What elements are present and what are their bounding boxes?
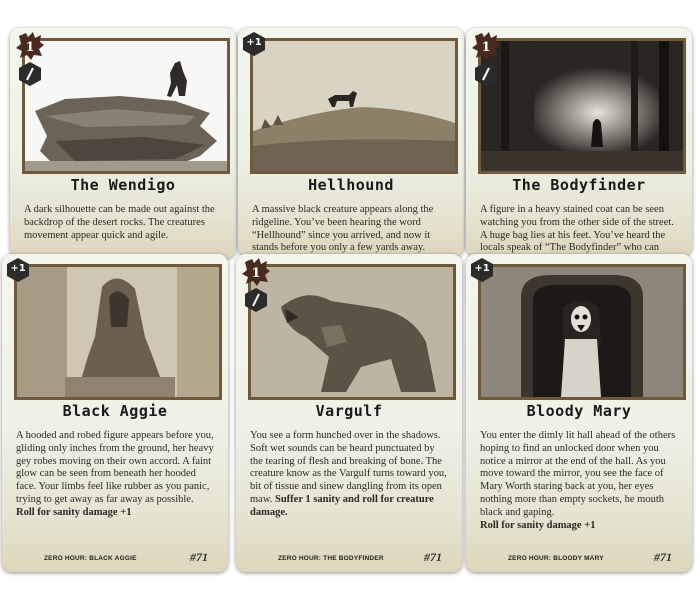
card-art-bodyfinder [478, 38, 686, 174]
card-footer-label: ZERO HOUR: BLACK AGGIE [44, 555, 137, 562]
card-footer-label: ZERO HOUR: BLOODY MARY [508, 555, 604, 562]
card-body-text: A figure in a heavy stained coat can be seen watching you from the other side of the street. A huge bag lies at his feet. You’ve heard the locals speak of “The Bodyfinder” who can [480, 204, 674, 254]
card-art-black-aggie [14, 264, 222, 400]
card-body-text [250, 430, 450, 520]
card-title: The Bodyfinder [512, 176, 646, 194]
card-badge-value: 1 [251, 266, 261, 281]
card-badge-value: 1 [481, 40, 491, 55]
card-rule-text: Roll for sanity damage +1 [16, 506, 132, 518]
card-art-hellhound [250, 38, 458, 174]
card-art-wendigo [22, 38, 230, 174]
card-title: The Wendigo [70, 176, 176, 194]
card-hellhound[interactable] [238, 28, 464, 256]
card-bloody-mary[interactable] [466, 254, 692, 572]
card-black-aggie[interactable] [2, 254, 228, 572]
card-the-bodyfinder[interactable] [466, 28, 692, 256]
card-body-text [480, 430, 680, 532]
blood-splat-badge-icon [16, 32, 44, 88]
card-title: Black Aggie [62, 402, 168, 420]
card-title: Bloody Mary [526, 402, 632, 420]
card-badge-value: +1 [246, 37, 262, 48]
card-rule-text: Roll for sanity damage +1 [480, 519, 596, 531]
card-badge-value: +1 [474, 263, 490, 274]
card-badge-value: +1 [10, 263, 26, 274]
card-art-vargulf [248, 264, 456, 400]
card-body-text-main: You see a form hunched over in the shadows. Soft wet sounds can be heard punctuated by the tearing of flesh and breaking of bone. The creature know as the Vargulf turns toward you, bit of tissue and sinew dangling from its open maw. [250, 430, 447, 505]
card-rule-text: Suffer 1 sanity and roll for creature damage. [250, 493, 434, 518]
card-number: #71 [654, 550, 672, 564]
card-number: #71 [424, 550, 442, 564]
hexagon-badge-icon [5, 257, 31, 283]
card-vargulf[interactable] [236, 254, 462, 572]
hexagon-badge-icon [469, 257, 495, 283]
card-footer-label: ZERO HOUR: THE BODYFINDER [278, 555, 384, 562]
card-number: #71 [190, 550, 208, 564]
blood-splat-badge-icon [242, 258, 270, 314]
card-the-wendigo[interactable] [10, 28, 236, 258]
card-title: Vargulf [315, 402, 383, 420]
card-badge-value: 1 [25, 40, 35, 55]
hexagon-badge-icon [241, 31, 267, 57]
blood-splat-badge-icon [472, 32, 500, 88]
card-body-text [16, 430, 216, 520]
card-title: Hellhound [308, 176, 394, 194]
card-body-text-main: You enter the dimly lit hall ahead of the others hoping to find an unlocked door when you notice a mirror at the end of the hall. As you move toward the mirror, you see the face of Mary Worth staring back at you, her eyes nothing more than empty sockets, he mouth black and gaping. [480, 430, 676, 518]
card-body-text: A massive black creature appears along the ridgeline. You’ve been hearing the word “Hellhound” since you arrived, and now it stands before you only a few yards away. [252, 204, 434, 254]
card-art-bloody-mary [478, 264, 686, 400]
card-body-text-main: A hooded and robed figure appears before you, gliding only inches from the ground, her heavy gey robes moving on their own accord. A faint glow can be seen from beneath her hooded face. Your limbs feel like rubber as you panic, trying to get away as far away as possible. [16, 430, 214, 505]
card-body-text: A dark silhouette can be made out against the backdrop of the desert rocks. The creatures movement appear quick and agile. [24, 204, 215, 241]
